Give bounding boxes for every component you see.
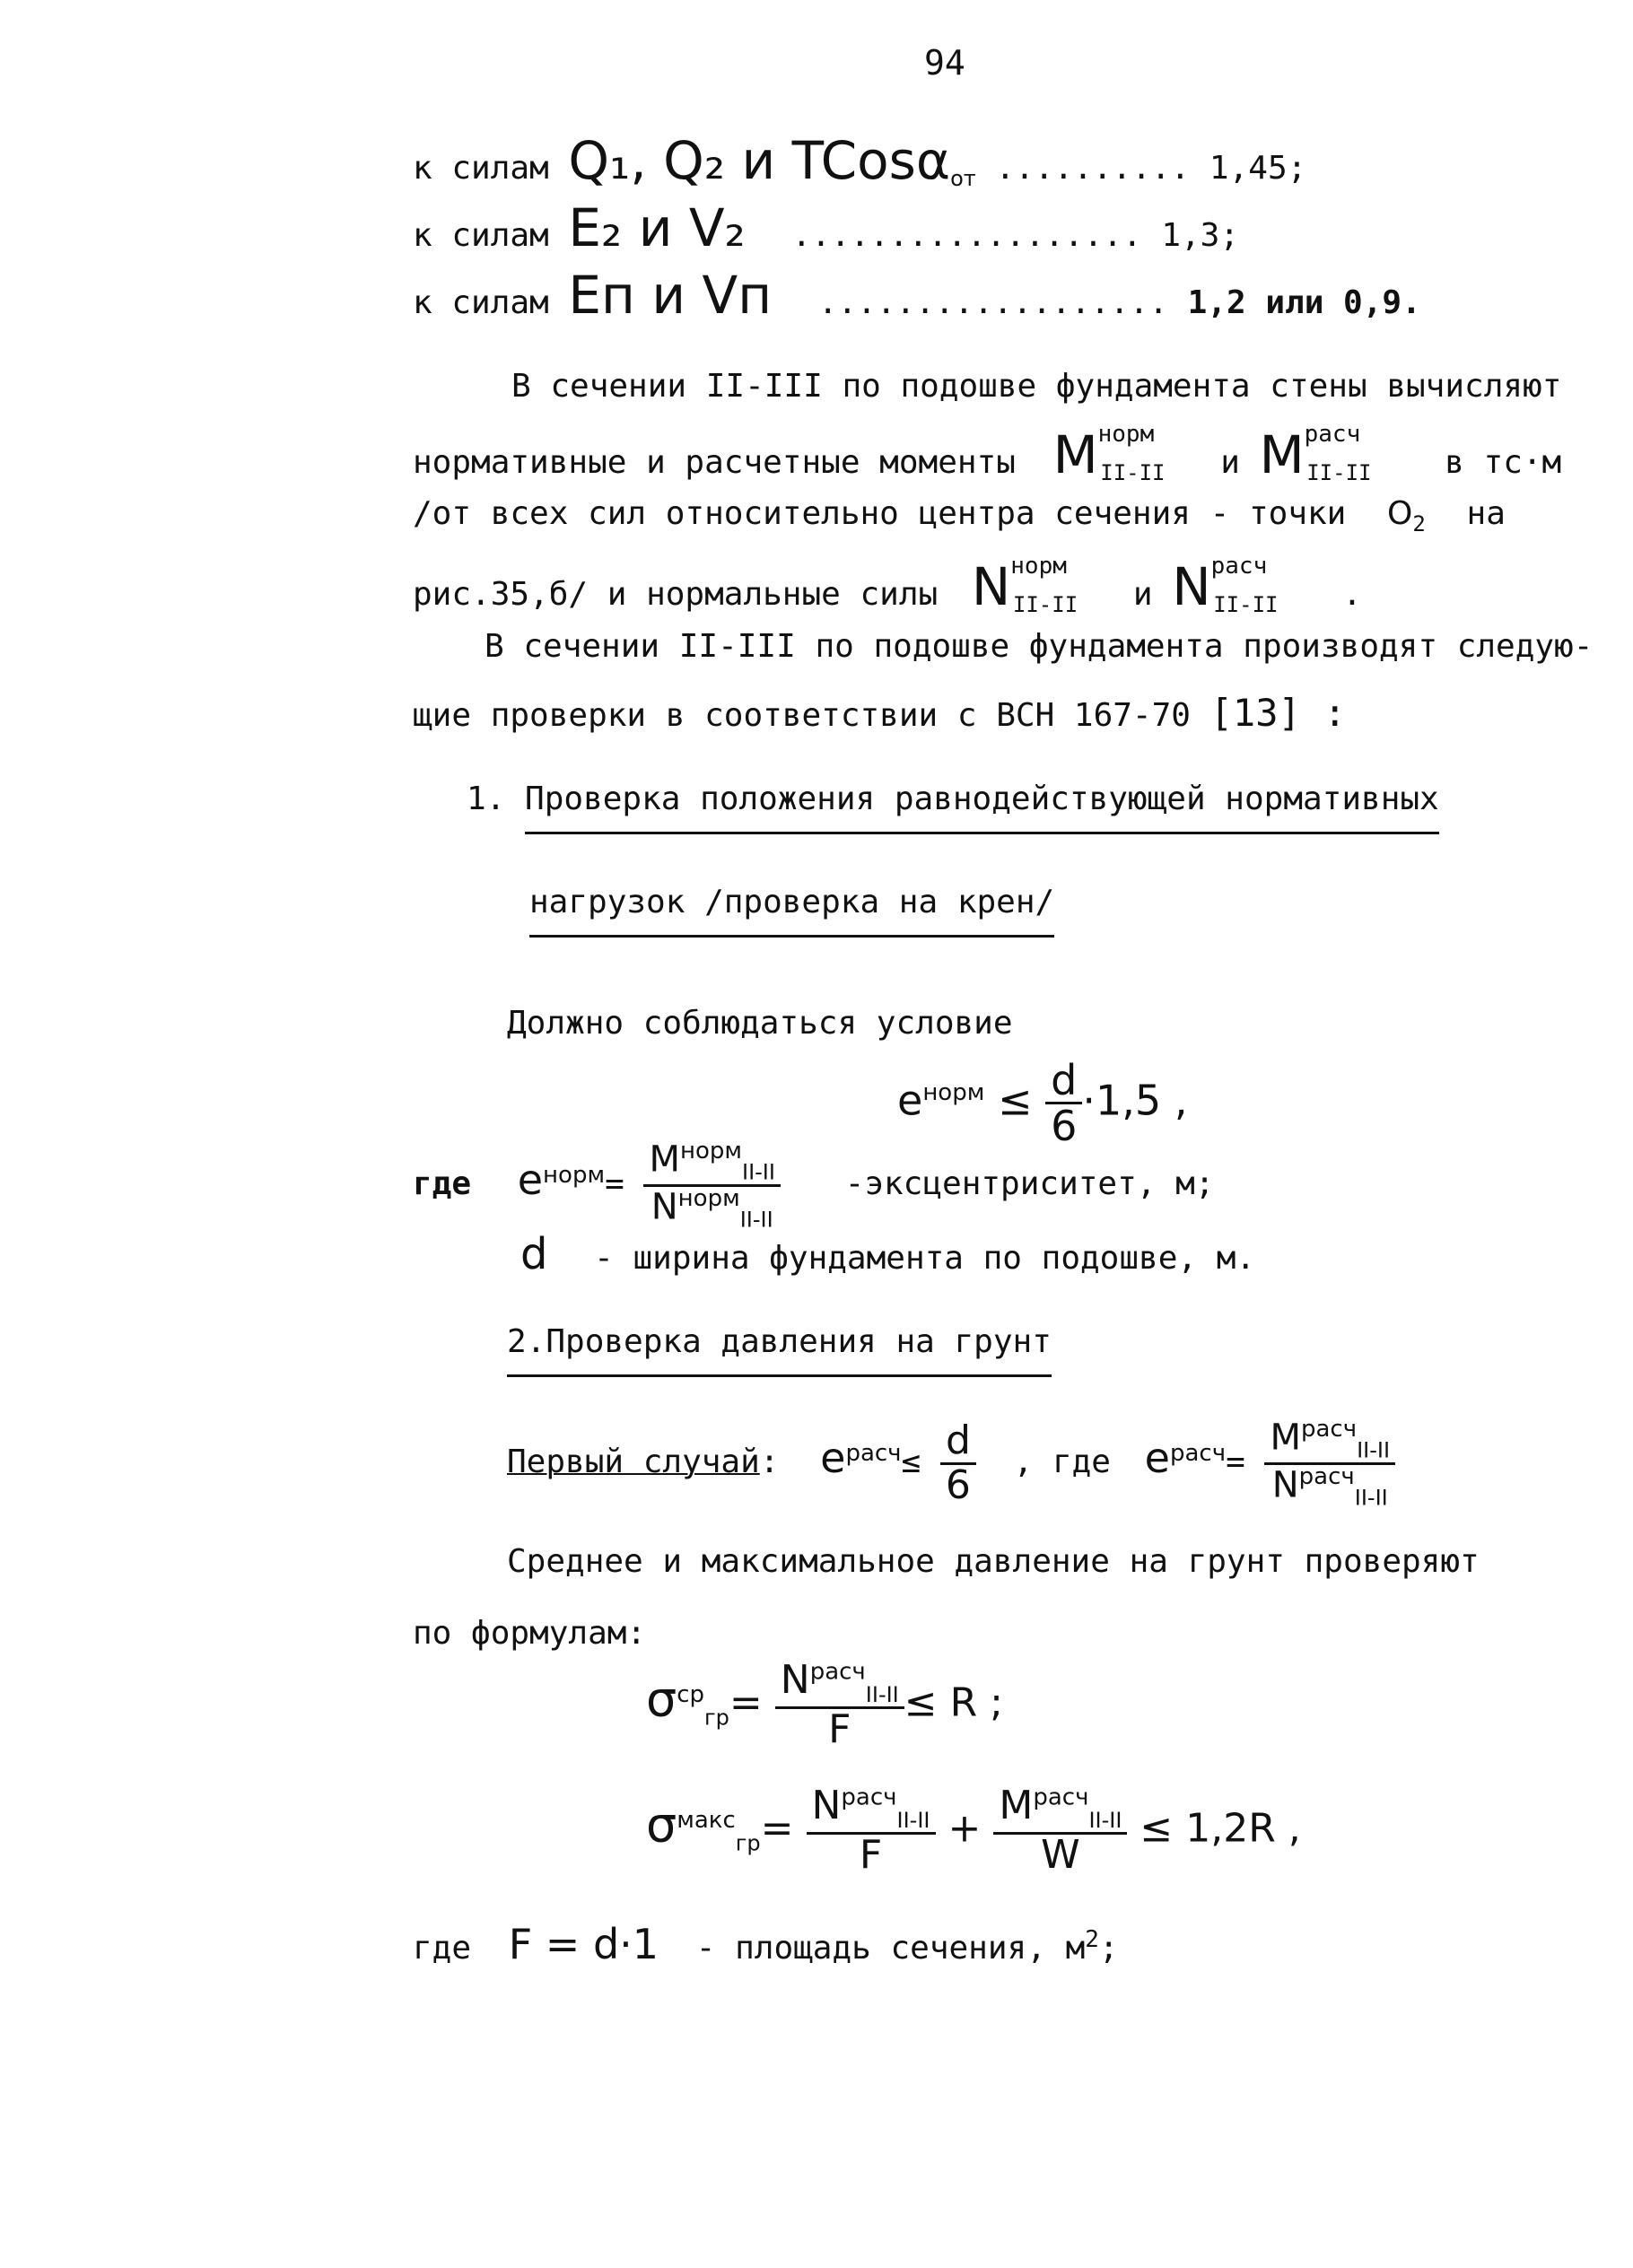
case1-gde: , где bbox=[1013, 1444, 1111, 1481]
d-desc: - ширина фундамента по подошве, м. bbox=[594, 1240, 1256, 1277]
f2-num-n bbox=[807, 1785, 936, 1835]
para2-text: щие проверки в соответствии с ВСН 167-70 bbox=[413, 697, 1191, 734]
sec-sub: II-II bbox=[1100, 460, 1166, 486]
ecc-fraction bbox=[643, 1139, 781, 1231]
where1-line bbox=[413, 1139, 1214, 1231]
case1-ecc-den bbox=[1267, 1462, 1393, 1510]
where1-d-line bbox=[520, 1229, 1255, 1279]
d-symbol: d bbox=[520, 1229, 548, 1279]
condition-den: 6 bbox=[1051, 1102, 1078, 1151]
f1-sup: ср bbox=[677, 1680, 705, 1708]
sec-sub: II-II bbox=[1213, 592, 1279, 618]
f2-fraction-m bbox=[993, 1785, 1127, 1876]
ecc-eq: = bbox=[605, 1165, 624, 1203]
f2-den-f: F bbox=[859, 1831, 883, 1878]
point-symbol: O bbox=[1387, 495, 1413, 532]
case1-den: 6 bbox=[945, 1461, 971, 1508]
area-end: ; bbox=[1098, 1930, 1119, 1967]
check1-title-line2 bbox=[529, 884, 1054, 938]
ecc-num-sub: II-II bbox=[741, 1159, 775, 1185]
f2-n-sub: II-II bbox=[896, 1807, 930, 1833]
case1-e2-sup: расч bbox=[1169, 1440, 1227, 1468]
factor-prefix: к силам bbox=[413, 150, 549, 187]
f2-eq: = bbox=[760, 1805, 794, 1852]
check1-title-line1: Проверка положения равнодействующей нормативных bbox=[525, 781, 1439, 834]
ecc-den-sub: II-II bbox=[739, 1206, 773, 1232]
factor-line-1 bbox=[413, 130, 1307, 192]
factor-prefix: к силам bbox=[413, 217, 549, 254]
where2-line bbox=[413, 1920, 1119, 1968]
f1-tail: ≤ R ; bbox=[904, 1679, 1004, 1726]
f2-tail: ≤ 1,2R , bbox=[1140, 1805, 1301, 1852]
para3-line2: по формулам: bbox=[413, 1615, 647, 1652]
ecc-num-sym: M bbox=[649, 1138, 680, 1181]
para1-text: /от всех сил относительно центра сечения - точки bbox=[413, 495, 1347, 532]
point-sub: 2 bbox=[1412, 511, 1426, 537]
moment-rasch-symbol: M bbox=[1259, 424, 1305, 485]
f1-sigma: σ bbox=[646, 1670, 677, 1728]
check1-title-text: нагрузок /проверка на крен/ bbox=[529, 884, 1055, 920]
case1-colon: : bbox=[759, 1444, 780, 1481]
f2-m: M bbox=[999, 1783, 1034, 1828]
factor-dots: .................. bbox=[791, 217, 1142, 254]
rasch-sup: расч bbox=[1210, 553, 1268, 580]
para1-line2 bbox=[413, 421, 1562, 486]
case1-e2: e bbox=[1144, 1434, 1170, 1483]
case1-eq: = bbox=[1226, 1444, 1245, 1481]
factor-line-2 bbox=[413, 197, 1240, 258]
case1-e: e bbox=[820, 1434, 846, 1483]
para1-line1: В сечении II-III по подошве фундамента стены вычисляют bbox=[511, 368, 1562, 405]
f1-n-sup: расч bbox=[809, 1658, 866, 1686]
check1-title-word bbox=[529, 884, 1054, 938]
ecc-num bbox=[643, 1139, 781, 1187]
norm-sup: норм bbox=[1097, 421, 1155, 448]
factor-dots: .......... bbox=[995, 150, 1191, 187]
unit-text: в тс·м bbox=[1445, 444, 1562, 481]
check2-number: 2. bbox=[507, 1323, 546, 1360]
ecc-sup: норм bbox=[543, 1162, 606, 1190]
case1-label: Первый случай bbox=[507, 1444, 760, 1481]
area-unit: м bbox=[1065, 1930, 1086, 1967]
factor-value: 1,45; bbox=[1209, 150, 1307, 187]
factor-forces-sub: от bbox=[950, 166, 976, 192]
case1-m: M bbox=[1270, 1417, 1301, 1459]
condition-tail: ·1,5 , bbox=[1082, 1076, 1188, 1125]
case1-fraction bbox=[940, 1418, 976, 1508]
para3-line1: Среднее и максимальное давление на грунт проверяют bbox=[507, 1543, 1480, 1580]
and-word: и bbox=[1132, 576, 1153, 613]
check1-heading bbox=[467, 781, 1439, 834]
area-desc: - площадь сечения, bbox=[695, 1930, 1046, 1967]
f1-eq: = bbox=[729, 1679, 763, 1726]
case1-n-sub: II-II bbox=[1354, 1484, 1388, 1510]
formula-avg-pressure bbox=[646, 1657, 1004, 1752]
sec-sub: II-II bbox=[1012, 592, 1078, 618]
case1-num: d bbox=[940, 1420, 976, 1464]
norm-sup: норм bbox=[1010, 553, 1067, 580]
ecc-symbol: e bbox=[517, 1156, 544, 1205]
case1-n-sup: расч bbox=[1298, 1462, 1355, 1490]
reference: [13] : bbox=[1209, 691, 1347, 735]
case1-line bbox=[507, 1418, 1395, 1509]
ecc-desc: -эксцентриситет, м; bbox=[844, 1165, 1215, 1203]
condition-le: ≤ bbox=[997, 1076, 1033, 1125]
case1-e-sup: расч bbox=[845, 1440, 902, 1468]
f1-n-sub: II-II bbox=[865, 1681, 899, 1707]
period: . bbox=[1342, 576, 1362, 613]
condition-e: e bbox=[897, 1076, 923, 1125]
factor-prefix: к силам bbox=[413, 284, 549, 321]
para1-text: нормативные и расчетные моменты bbox=[413, 444, 1016, 481]
para1-line3 bbox=[413, 495, 1506, 536]
where-word: где bbox=[413, 1165, 472, 1203]
case1-ecc-num bbox=[1264, 1418, 1395, 1465]
condition-intro: Должно соблюдаться условие bbox=[507, 1005, 1013, 1042]
check2-heading bbox=[507, 1323, 1052, 1377]
factor-line-3 bbox=[413, 265, 1421, 326]
f1-den: F bbox=[828, 1705, 851, 1752]
check2-title: Проверка давления на грунт bbox=[546, 1323, 1052, 1360]
where2-word: где bbox=[413, 1930, 472, 1967]
moment-norm-symbol: M bbox=[1052, 424, 1098, 485]
factor-value: 1,3; bbox=[1161, 217, 1240, 254]
condition-e-sup: норм bbox=[922, 1078, 985, 1106]
f1-fraction bbox=[775, 1657, 904, 1752]
rasch-sup: расч bbox=[1304, 421, 1361, 448]
condition-fraction bbox=[1045, 1056, 1082, 1151]
case1-m-sub: II-II bbox=[1357, 1437, 1391, 1463]
check1-number: 1. bbox=[467, 781, 506, 817]
para2-line1: В сечении II-III по подошве фундамента производят следую- bbox=[485, 628, 1594, 665]
f1-num bbox=[775, 1657, 904, 1709]
f2-sigma: σ bbox=[646, 1796, 677, 1854]
condition-formula bbox=[897, 1056, 1188, 1151]
condition-num: d bbox=[1045, 1059, 1082, 1104]
f2-sub: гр bbox=[735, 1830, 761, 1856]
factor-forces: Q₁, Q₂ и TCosα bbox=[568, 130, 951, 191]
para1-line4 bbox=[413, 553, 1362, 618]
f2-sup: макс bbox=[677, 1806, 736, 1834]
f2-fraction-n bbox=[807, 1785, 936, 1876]
f2-m-sub: II-II bbox=[1088, 1807, 1122, 1833]
force-rasch-symbol: N bbox=[1172, 556, 1211, 617]
area-formula: F = d·1 bbox=[508, 1920, 659, 1968]
check2-underline bbox=[507, 1323, 1052, 1377]
and-word: и bbox=[1220, 444, 1240, 481]
f2-plus: + bbox=[947, 1805, 982, 1852]
factor-forces: Eп и Vп bbox=[568, 265, 773, 326]
f2-n: N bbox=[811, 1783, 842, 1828]
f2-den-w: W bbox=[1041, 1831, 1080, 1878]
case1-m-sup: расч bbox=[1300, 1416, 1358, 1443]
case1-le: ≤ bbox=[901, 1444, 921, 1481]
para2-line2 bbox=[413, 691, 1346, 735]
ecc-num-sup: норм bbox=[679, 1138, 742, 1165]
force-norm-symbol: N bbox=[971, 556, 1011, 617]
ecc-den-sym: N bbox=[651, 1185, 678, 1227]
f2-num-m bbox=[993, 1785, 1127, 1835]
case1-n: N bbox=[1271, 1463, 1299, 1505]
f1-sub: гр bbox=[704, 1705, 729, 1731]
f2-m-sup: расч bbox=[1033, 1784, 1089, 1811]
ecc-den bbox=[646, 1184, 779, 1232]
case1-ecc-fraction bbox=[1264, 1418, 1395, 1509]
ecc-den-sup: норм bbox=[677, 1184, 740, 1212]
f2-n-sup: расч bbox=[841, 1784, 897, 1811]
factor-value: 1,2 или 0,9. bbox=[1187, 284, 1421, 321]
page-number: 94 bbox=[924, 43, 965, 83]
na-word: на bbox=[1466, 495, 1506, 532]
sec-sub: II-II bbox=[1306, 460, 1372, 486]
formula-max-pressure bbox=[646, 1785, 1301, 1876]
f1-n: N bbox=[780, 1657, 810, 1703]
para1-text: рис.35,б/ и нормальные силы bbox=[413, 576, 939, 613]
factor-forces: E₂ и V₂ bbox=[568, 197, 746, 258]
factor-dots: .................. bbox=[817, 284, 1168, 321]
area-unit-sup: 2 bbox=[1085, 1926, 1099, 1953]
